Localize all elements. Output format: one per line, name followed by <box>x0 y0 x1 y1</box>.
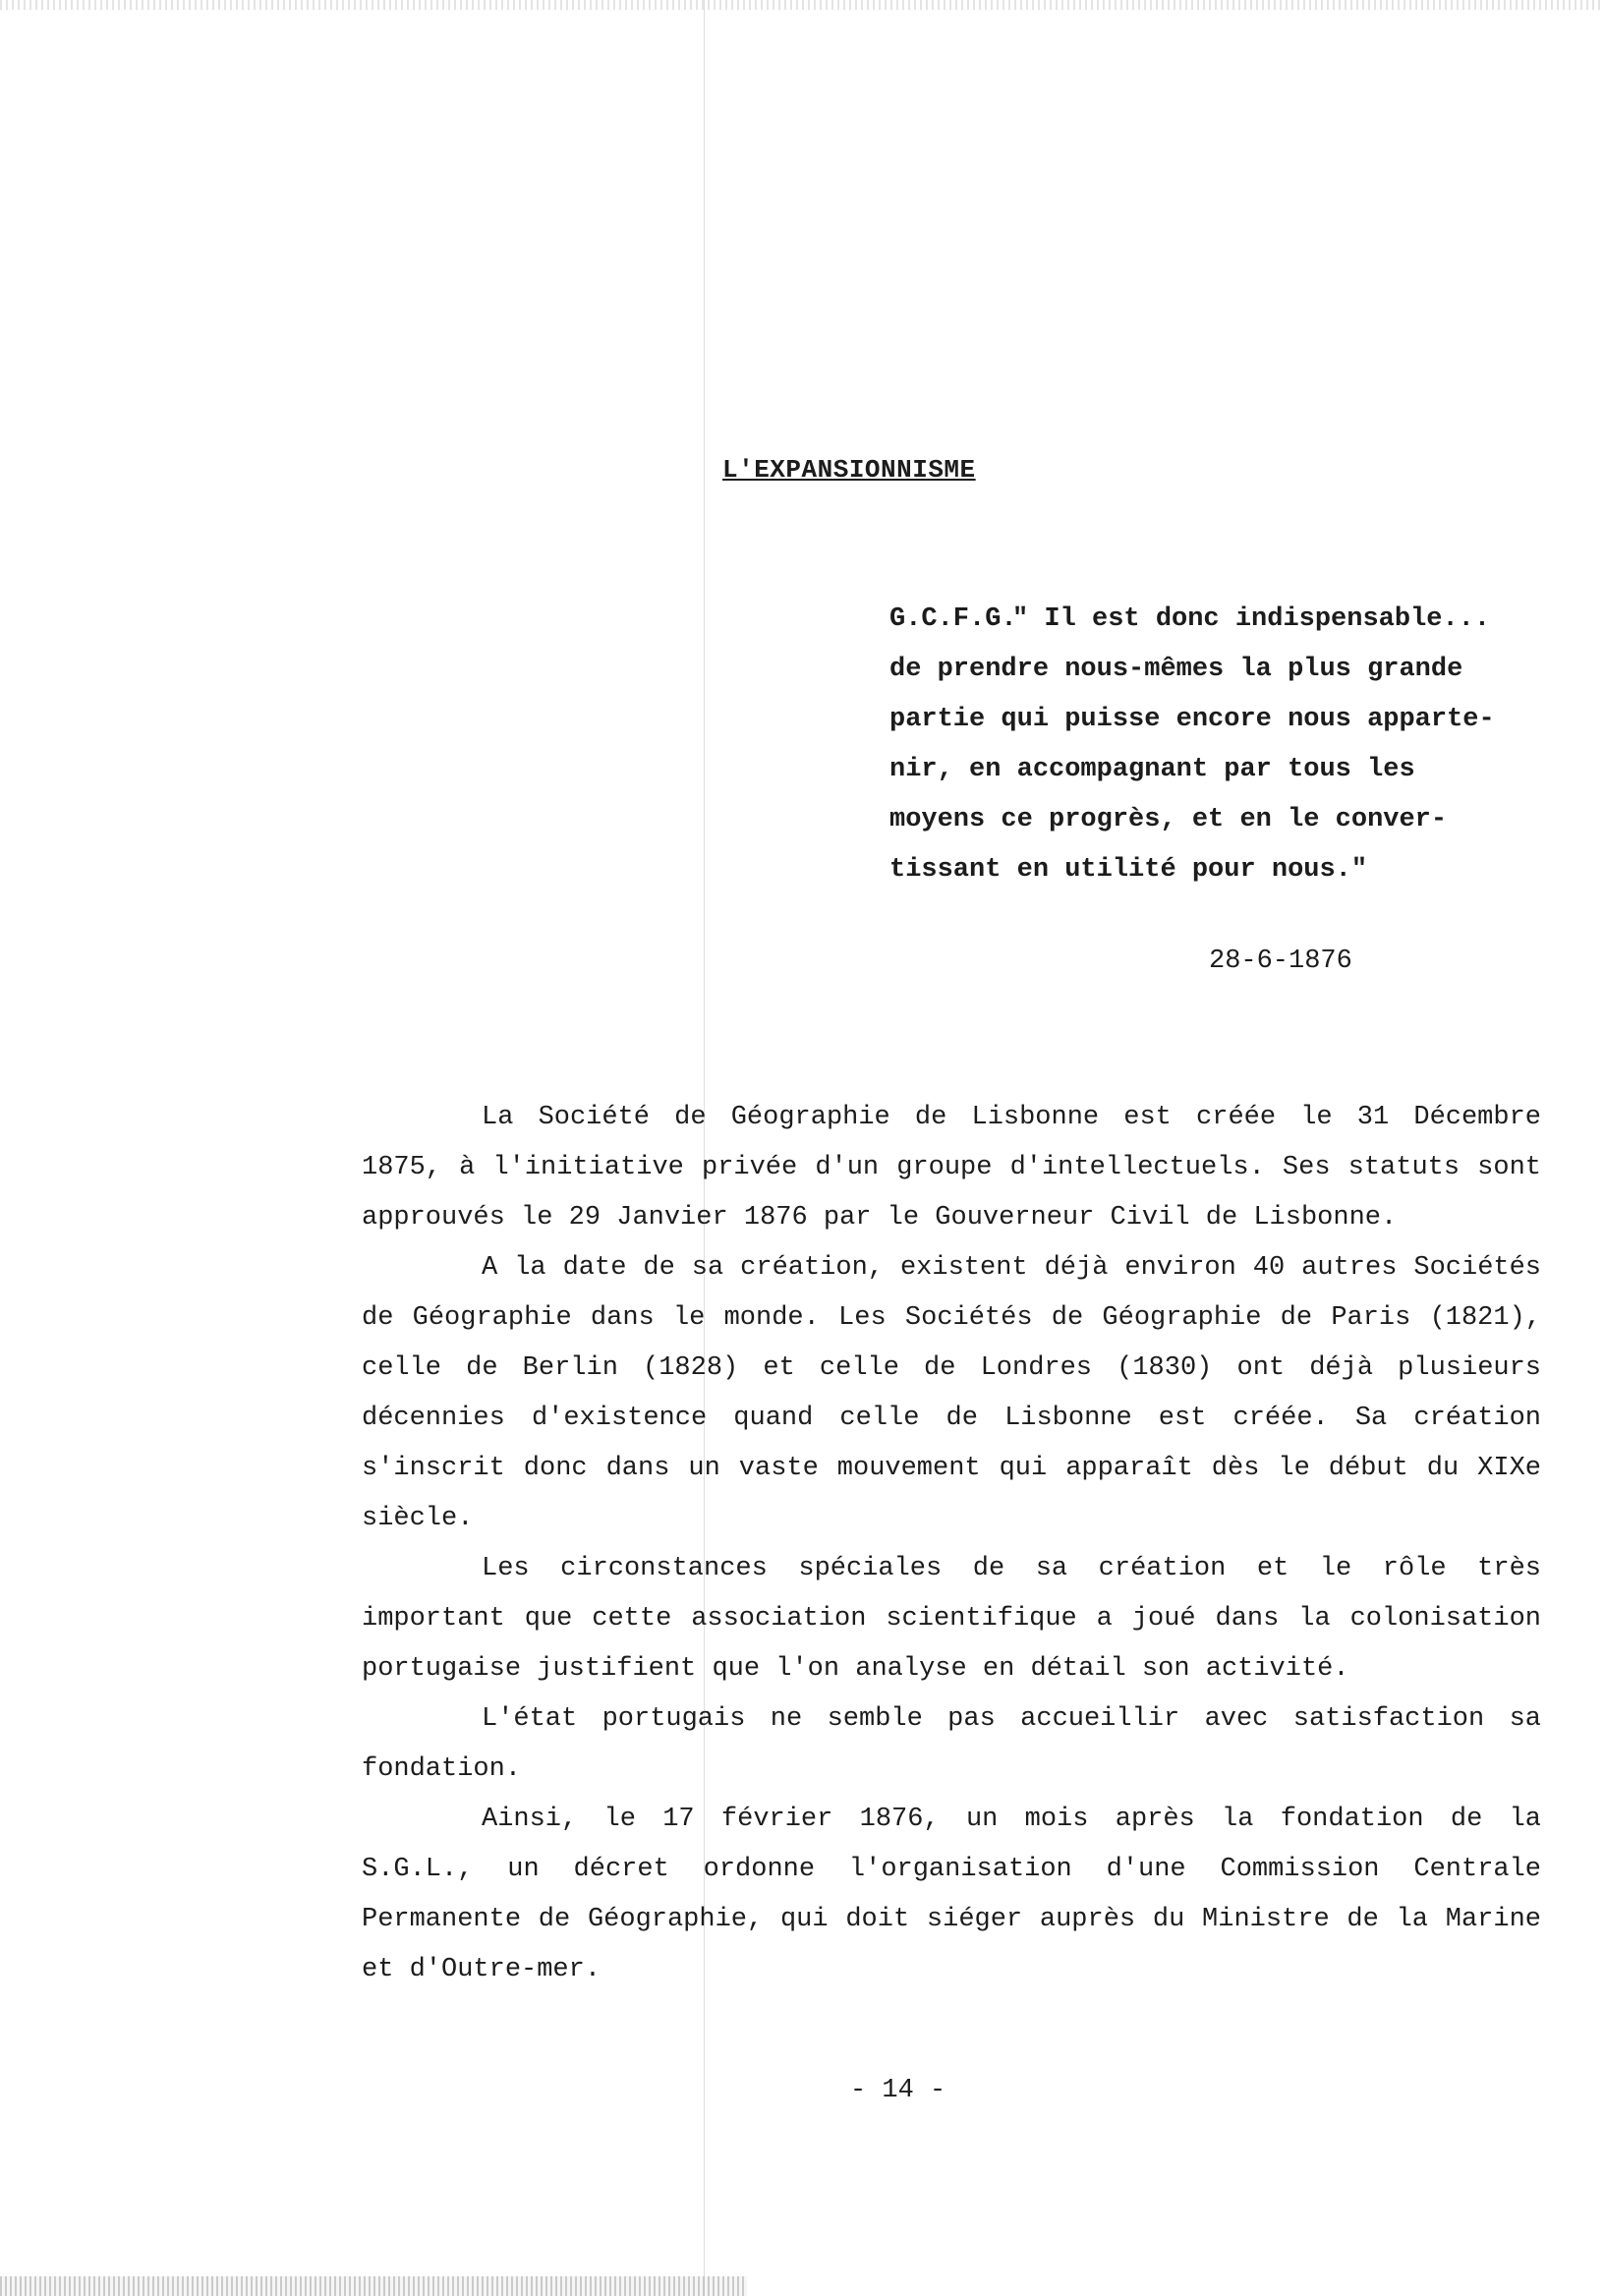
epigraph-line: nir, en accompagnant par tous les <box>889 755 1415 784</box>
epigraph-line: moyens ce progrès, et en le conver- <box>889 805 1448 834</box>
epigraph-line: " Il est donc indispensable... <box>1012 604 1491 634</box>
paragraph: L'état portugais ne semble pas accueillir avec satisfaction sa fondation. <box>362 1704 1541 1784</box>
epigraph-line: tissant en utilité pour nous." <box>889 855 1368 885</box>
paragraph: A la date de sa création, existent déjà environ 40 autres Sociétés de Géographie dans le monde. Les Sociétés de Géographie de Paris (1821), celle de Berlin (1828) et celle de Londres (1830) ont déjà plusieurs décennies d'existence quand celle de Lisbonne est créée. Sa création s'inscrit donc dans un vaste mouvement qui apparaît dès le début du XIXe siècle. <box>362 1253 1541 1533</box>
epigraph-author: G.C.F.G. <box>889 604 1017 634</box>
paragraph: La Société de Géographie de Lisbonne est créée le 31 Décembre 1875, à l'initiative privée d'un groupe d'intellectuels. Ses statuts sont approuvés le 29 Janvier 1876 par le Gouverneur Civil de Lisbonne. <box>362 1103 1541 1233</box>
body-text <box>362 1093 1541 1995</box>
scan-edge-bottom <box>0 2276 747 2296</box>
scan-edge-top <box>0 0 1604 10</box>
page-number: - 14 - <box>850 2076 946 2105</box>
epigraph-date: 28-6-1876 <box>1209 947 1352 976</box>
chapter-title: L'EXPANSIONNISME <box>722 455 976 485</box>
paragraph: Les circonstances spéciales de sa création et le rôle très important que cette association scientifique a joué dans la colonisation portugaise justifient que l'on analyse en détail son activité. <box>362 1554 1541 1684</box>
epigraph-line: de prendre nous-mêmes la plus grande <box>889 655 1463 684</box>
epigraph-line: partie qui puisse encore nous apparte- <box>889 705 1495 734</box>
paragraph: Ainsi, le 17 février 1876, un mois après la fondation de la S.G.L., un décret ordonne l'organisation d'une Commission Centrale Permanente de Géographie, qui doit siéger auprès du Ministre de la Marine et d'Outre-mer. <box>362 1805 1541 1984</box>
